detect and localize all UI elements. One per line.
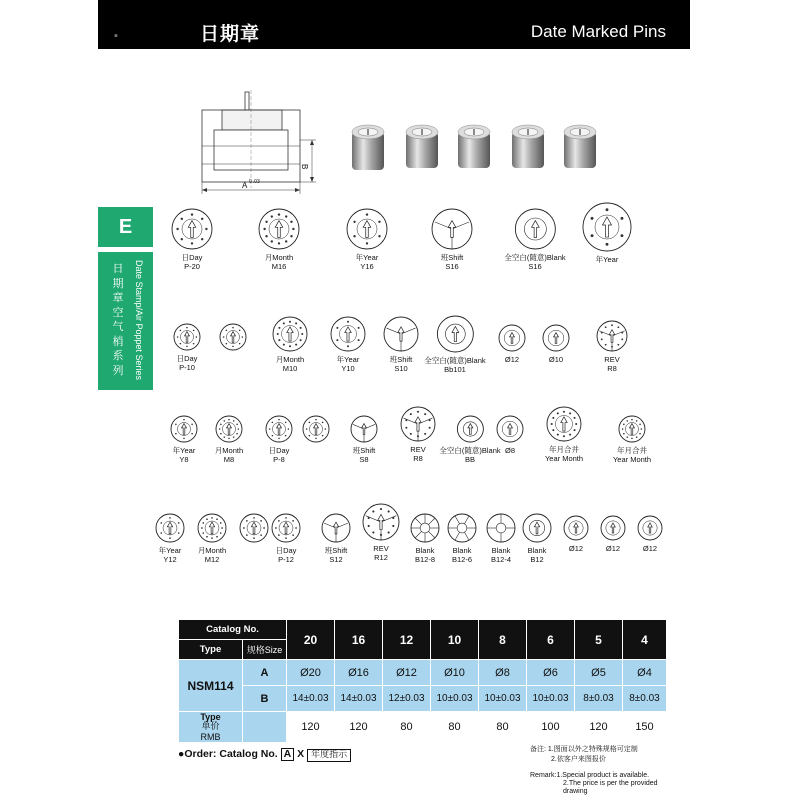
price-cell: 80 [383,712,431,743]
pin-face-sect4-icon [485,512,517,544]
pin-face-item [196,512,228,564]
pin-code: Y16 [360,262,374,271]
pin-code: B12-8 [414,555,435,564]
pin-face-shift-icon [320,512,352,544]
pin-face-shift-icon [349,414,379,444]
pin-face-sect8-icon [409,512,441,544]
row-a-cell: Ø6 [527,660,575,686]
pin-code: P-12 [278,555,294,564]
pin-face-item [154,512,186,564]
dim-a-label: A [242,181,248,190]
pin-face-small-icon [495,414,525,444]
pin-name: REV [604,355,620,364]
pin-face-item [361,502,401,562]
photo-pin-5 [564,125,596,168]
pin-face-month-icon [214,414,244,444]
pin-face-item [581,201,633,264]
pin-code: P-20 [184,262,200,271]
pin-name: 年Year [595,255,619,264]
pin-face-blank-icon [513,207,557,251]
order-x: X [297,748,305,760]
pin-name: Ø12 [642,544,658,553]
remark-line-1: Remark:1.Special product is available. [530,772,650,779]
row-a-label: A [243,660,287,686]
photo-pin-2 [406,125,438,168]
pin-face-day-icon [172,322,202,352]
pin-face-year-icon [329,315,367,353]
side-title-cn: 日 期 章 空 气 梢 系 列 [112,262,124,377]
pin-face-month-icon [257,207,301,251]
pin-face-item [541,323,571,364]
pin-code: R8 [607,364,617,373]
size-header: 10 [431,620,479,660]
photo-pin-4 [512,125,544,168]
pin-face-day-icon [218,322,248,352]
pin-name: 班Shift [324,546,348,555]
row-b-cell: 10±0.03 [431,686,479,712]
photo-pin-3 [458,125,490,168]
pin-face-small-icon [599,514,627,542]
spec-table [178,619,667,743]
pin-face-small-icon [497,323,527,353]
price-cell: 150 [623,712,667,743]
pin-face-item [270,512,302,564]
pin-name: Ø12 [568,544,584,553]
pin-code: S16 [528,262,542,271]
pin-face-item [349,414,379,464]
title-en: Date Marked Pins [530,22,666,41]
pin-name: 全空白(随意)Blank [439,446,501,455]
pin-face-sect6-icon [446,512,478,544]
pin-name: 月Month [197,546,227,555]
pin-face-month-icon [617,414,647,444]
pin-face-item [545,405,583,463]
pin-face-month-icon [196,512,228,544]
pin-name: 年Year [172,446,196,455]
pin-face-day-icon [270,512,302,544]
pin-name: 全空白(随意)Blank [424,356,486,365]
section-side-bar [98,252,153,390]
pin-face-item [504,207,565,271]
notes-line-1: 备注: 1.图面以外之特殊规格可定制 [530,746,638,753]
pin-name: 月Month [214,446,244,455]
pin-name: 年月合并 [549,445,579,454]
pin-face-item [613,414,651,464]
row-a-cell: Ø5 [575,660,623,686]
pin-face-item [439,414,500,464]
pin-code: M10 [282,364,298,373]
pin-face-item [497,323,527,364]
row-b-label: B [243,686,287,712]
pin-name: Blank [491,546,511,555]
row-b-cell: 10±0.03 [527,686,575,712]
pin-code: B12 [530,555,544,564]
pin-name: 日Day [268,446,290,455]
pin-name: 班Shift [352,446,376,455]
pin-face-month-icon [545,405,583,443]
pin-face-year-icon [169,414,199,444]
pin-name: Ø8 [504,446,515,455]
pin-code: Year Month [612,455,652,464]
size-header: 12 [383,620,431,660]
pin-name: Blank [527,546,547,555]
pin-face-item [214,414,244,464]
price-cell: 80 [479,712,527,743]
row-b-cell: 14±0.03 [335,686,383,712]
pin-face-item [382,315,420,373]
pin-code: S12 [329,555,343,564]
remark-en [530,772,658,796]
pin-face-item [345,207,389,271]
row-a-cell: Ø10 [431,660,479,686]
row-b-cell: 10±0.03 [479,686,527,712]
dim-b-label: B [300,164,309,170]
size-header: 6 [527,620,575,660]
pin-name: 日Day [181,253,203,262]
pin-face-day-icon [238,512,270,544]
pin-name: 日Day [275,546,297,555]
pin-code: Bb101 [444,365,466,374]
catalog-label: Catalog No. [179,620,287,640]
pin-face-small-icon [636,514,664,542]
pin-face-item [301,414,331,444]
pin-name: REV [410,445,426,454]
pin-code: S8 [359,455,369,464]
row-a-cell: Ø16 [335,660,383,686]
pin-code: BB [464,455,476,464]
pin-face-item [430,207,474,271]
model-cell: NSM114 [179,660,243,712]
side-title-en: Date Stamp/Air Poppet Series [134,260,144,381]
pin-name: REV [373,544,389,553]
pin-code: R12 [374,553,388,562]
price-cell: 120 [287,712,335,743]
pin-code: P-10 [179,363,195,372]
pin-face-item [599,514,627,553]
pin-code: Year Month [544,454,584,463]
dim-a-tolerance: 0 .03 [249,179,260,185]
type-label: Type [179,640,243,660]
pin-face-item [424,314,485,374]
pin-face-item [264,414,294,464]
section-letter-tab: E [98,207,153,247]
pin-name: 日Day [176,354,198,363]
order-catalog: Catalog No. [219,748,278,760]
row-b-cell: 12±0.03 [383,686,431,712]
pin-name: 月Month [275,355,305,364]
order-label: ●Order: [178,748,217,760]
price-cell: 100 [527,712,575,743]
row-a-cell: Ø4 [623,660,667,686]
pin-dimension-drawing [190,90,320,200]
pin-face-item [636,514,664,553]
price-cell: 80 [431,712,479,743]
pin-name: 全空白(随意)Blank [504,253,566,262]
header-mark: ▪ [114,30,118,42]
pin-name: Blank [415,546,435,555]
pin-name: 月Month [264,253,294,262]
order-box-year: 年度指示 [307,749,351,762]
pin-face-item [218,322,248,352]
photo-pin-1 [352,125,384,170]
size-header: 8 [479,620,527,660]
price-cell: 120 [335,712,383,743]
pin-code: P-8 [273,455,285,464]
row-b-cell: 8±0.03 [575,686,623,712]
pin-face-day-icon [301,414,331,444]
row-a-cell: Ø20 [287,660,335,686]
pin-face-blank-icon [435,314,475,354]
pin-face-item [257,207,301,271]
pin-face-rev-icon [361,502,401,542]
pin-code: Y10 [341,364,355,373]
size-label: 规格Size [243,640,287,660]
pin-code: B12-6 [451,555,472,564]
pin-face-item [562,514,590,553]
pin-code: S16 [445,262,459,271]
pin-face-item [172,322,202,372]
pin-name: 年Year [158,546,182,555]
row-b-cell: 8±0.03 [623,686,667,712]
remark-line-2: 2.The price is per the provided [563,780,658,787]
pin-name: 班Shift [389,355,413,364]
pin-face-shift-icon [382,315,420,353]
pin-code: M16 [271,262,287,271]
pin-face-item [169,414,199,464]
pin-face-item [446,512,478,564]
price-spacer [243,712,287,743]
pin-face-item [238,512,270,544]
pin-face-day-icon [170,207,214,251]
remark-line-3: drawing [563,788,588,795]
pin-face-item [495,414,525,455]
size-header: 5 [575,620,623,660]
pin-name: Blank [452,546,472,555]
pin-face-year-icon [345,207,389,251]
pin-face-day-icon [264,414,294,444]
pin-code: M12 [204,555,220,564]
size-header: 16 [335,620,383,660]
pin-face-month-icon [271,315,309,353]
pin-name: Ø12 [605,544,621,553]
pin-face-year-icon [581,201,633,253]
product-photos [348,118,598,174]
pin-face-small-icon [562,514,590,542]
notes-line-2: 2.依客户来图报价 [551,755,606,763]
pin-name: 年Year [355,253,379,262]
pin-name: Ø10 [548,355,564,364]
title-cn: 日期章 [200,23,261,45]
row-b-cell: 14±0.03 [287,686,335,712]
notes-cn [530,745,638,764]
pin-face-item [521,512,553,564]
pin-face-item [485,512,517,564]
pin-code: R8 [413,454,423,463]
pin-code: S10 [394,364,408,373]
pin-face-rev-icon [595,319,629,353]
row-a-cell: Ø12 [383,660,431,686]
pin-name: Ø12 [504,355,520,364]
pin-face-blank-icon [521,512,553,544]
pin-face-item [595,319,629,373]
row-a-cell: Ø8 [479,660,527,686]
pin-code: Y8 [179,455,189,464]
pin-face-item [329,315,367,373]
pin-face-item [271,315,309,373]
order-instructions [178,748,351,762]
pin-face-item [409,512,441,564]
pin-code: Y12 [163,555,177,564]
size-header: 4 [623,620,667,660]
pin-face-shift-icon [430,207,474,251]
pin-name: 班Shift [440,253,464,262]
size-header: 20 [287,620,335,660]
pin-face-blank-icon [455,414,485,444]
pin-face-item [399,405,437,463]
pin-code: M8 [223,455,235,464]
pin-name: 年月合并 [617,446,647,455]
page-header [98,0,690,49]
pin-face-small-icon [541,323,571,353]
price-label: Type 单价 RMB [179,712,243,743]
pin-face-year-icon [154,512,186,544]
pin-face-item [170,207,214,271]
pin-name: 年Year [336,355,360,364]
price-cell: 120 [575,712,623,743]
order-box-a: A [281,748,295,761]
pin-code: B12-4 [490,555,511,564]
pin-face-item [320,512,352,564]
pin-face-rev-icon [399,405,437,443]
